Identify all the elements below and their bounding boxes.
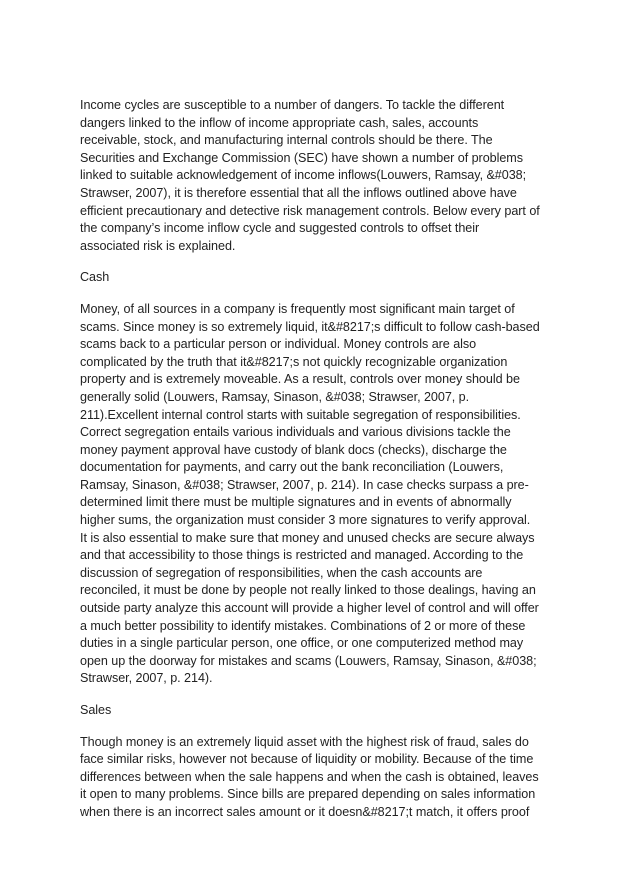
sales-heading: Sales [80,703,112,717]
cash-heading: Cash [80,270,110,285]
document-body [80,97,560,822]
sales-paragraph: Though money is an extremely liquid asset with the highest risk of fraud, sales do face similar risks, however not because of liquidity or mobility. Because of the time differences between when the sale happens and when the cash is obtained, leaves it open to many problems. Since bills are prepared depending on sales information when there is an incorrect sales amount or it doesn&#8217;t match, it offers proof [80,734,539,819]
intro-paragraph: Income cycles are susceptible to a number of dangers. To tackle the different dangers linked to the inflow of income appropriate cash, sales, accounts receivable, stock, and manufacturing internal controls should be there. The Securities and Exchange Commission (SEC) have shown a number of problems linked to suitable acknowledgement of income inflows(Louwers, Ramsay, &#038; Strawser, 2007), it is therefore essential that all the inflows outlined above have efficient precautionary and detective risk management controls. Below every part of the company’s income inflow cycle and suggested controls to offset their associated risk is explained. [80,98,540,253]
cash-paragraph: Money, of all sources in a company is frequently most significant main target of scams. Since money is so extremely liquid, it&#8217;s difficult to follow cash-based scams back to a particular person or individual. Money controls are also complicated by the truth that it&#8217;s not quickly recognizable organization property and is extremely moveable. As a result, controls over money should be generally solid (Louwers, Ramsay, Sinason, &#038; Strawser, 2007, p. 211).Excellent internal control starts with suitable segregation of responsibilities. Correct segregation entails various individuals and various divisions tackle the money payment approval have custody of blank docs (checks), discharge the documentation for payments, and carry out the bank reconciliation (Louwers, Ramsay, Sinason, &#038; Strawser, 2007, p. 214). In case checks surpass a pre- determined limit there must be multiple signatures and in events of abnormally higher sums, the organization must consider 3 more signatures to verify approval. It is also essential to make sure that money and unused checks are secure always and that accessibility to those things is restricted and managed. According to the discussion of segregation of responsibilities, when the cash accounts are reconciled, it must be done by people not really linked to those dealings, having an outside party analyze this account will provide a higher level of control and will offer a much better possibility to identify mistakes. Combinations of 2 or more of these duties in a single particular person, one office, or one computerized method may open up the doorway for mistakes and scams (Louwers, Ramsay, Sinason, &#038; Strawser, 2007, p. 214). [80,301,540,686]
